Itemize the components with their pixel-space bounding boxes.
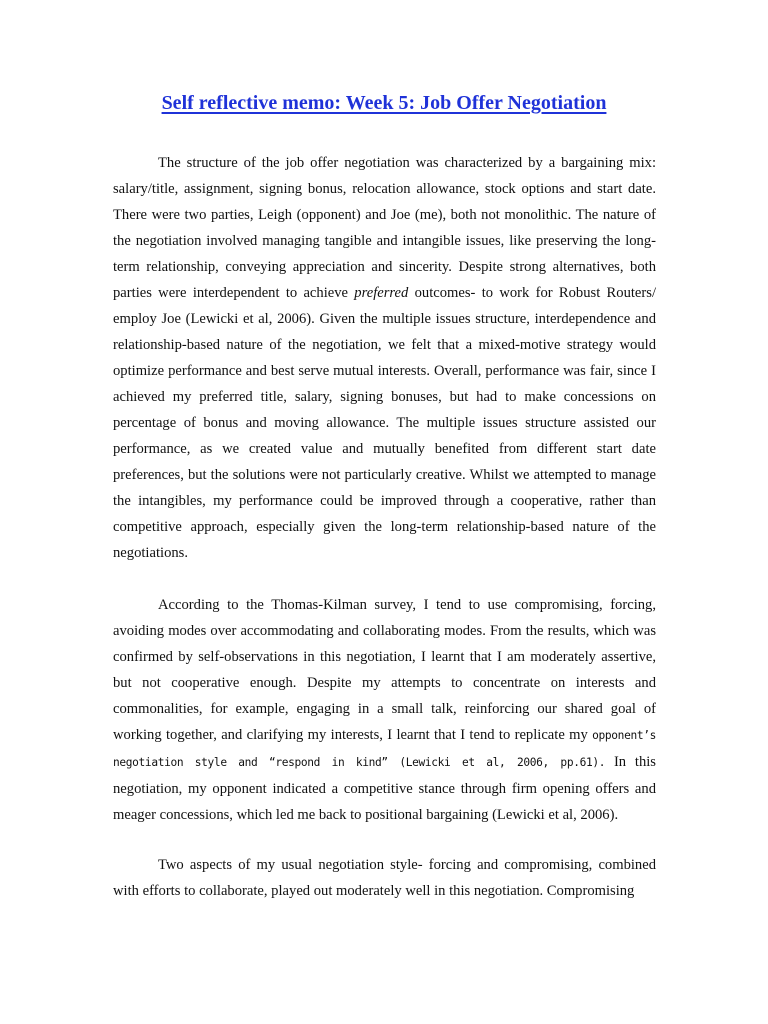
paragraph-2: [113, 592, 656, 828]
paragraph-1-text-end: outcomes- to work for Robust Routers/ employ Joe (Lewicki et al, 2006). Given the multiple issues structure, interdependence and relationship-based nature of the negotiation, we felt that a mixed-motive strategy would optimize performance and best serve mutual interests. Overall, performance was fair, since I achieved my preferred title, salary, signing bonuses, but had to make concessions on percentage of bonus and moving allowance. The multiple issues structure assisted our performance, as we created value and mutually benefited from different start date preferences, but the solutions were not particularly creative. Whilst we attempted to manage the intangibles, my performance could be improved through a cooperative, rather than competitive approach, especially given the long-term relationship-based nature of the negotiations.: [113, 285, 656, 561]
paragraph-1: [113, 150, 656, 566]
paragraph-2-citation-text: opponent’s negotiation style and “respond in kind” (Lewicki et al, 2006, pp.61).: [113, 729, 656, 769]
paragraph-1-text-start: The structure of the job offer negotiation was characterized by a bargaining mix: salary/title, assignment, signing bonus, relocation allowance, stock options and start date. There were two parties, Leigh (opponent) and Joe (me), both not monolithic. The nature of the negotiation involved managing tangible and intangible issues, like preserving the long-term relationship, conveying appreciation and sincerity. Despite strong alternatives, both parties were interdependent to achieve: [113, 155, 656, 301]
paragraph-2-text-end: In this negotiation, my opponent indicated a competitive stance through firm opening offers and meager concessions, which led me back to positional bargaining (Lewicki et al, 2006).: [113, 754, 656, 823]
paragraph-3-text: Two aspects of my usual negotiation style- forcing and compromising, combined with efforts to collaborate, played out moderately well in this negotiation. Compromising: [113, 857, 656, 899]
page-title: Self reflective memo: Week 5: Job Offer Negotiation: [161, 92, 607, 114]
emphasized-word: preferred: [354, 285, 409, 301]
paragraph-3: [113, 852, 656, 904]
paragraph-2-text-start: According to the Thomas-Kilman survey, I tend to use compromising, forcing, avoiding modes over accommodating and collaborating modes. From the results, which was confirmed by self-observations in this negotiation, I learnt that I am moderately assertive, but not cooperative enough. Despite my attempts to concentrate on interests and commonalities, for example, engaging in a small talk, reinforcing our shared goal of working together, and clarifying my interests, I learnt that I tend to replicate my: [113, 597, 656, 743]
